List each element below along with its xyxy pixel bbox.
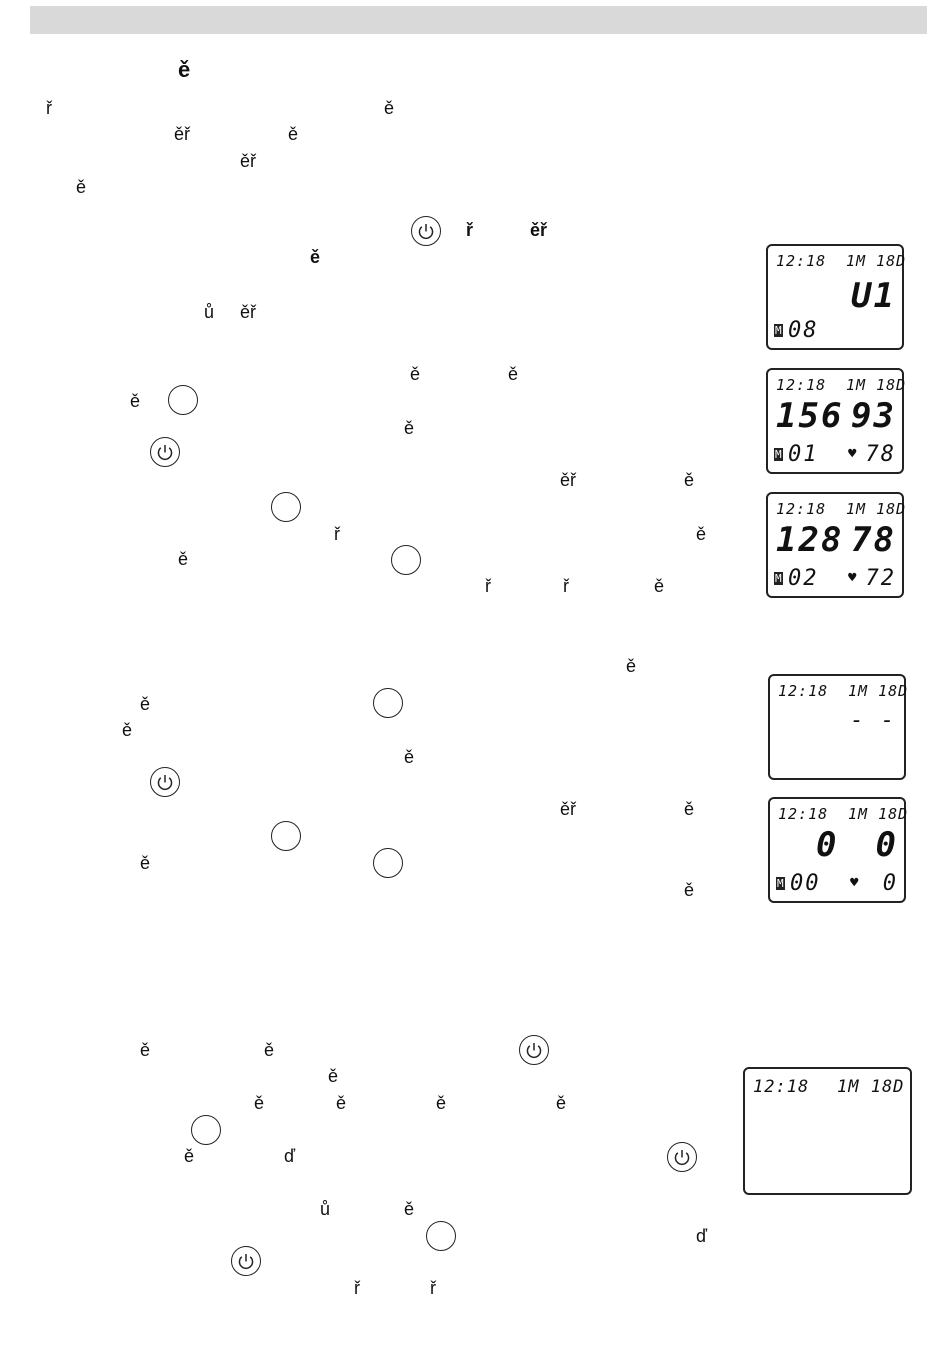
text-fragment: ě (130, 391, 141, 411)
lcd-pulse: 0 (882, 871, 898, 896)
text-fragment: ř (563, 576, 569, 596)
memory-icon: M (775, 324, 782, 337)
text-fragment: ě (684, 470, 695, 490)
text-fragment: ě (264, 1040, 275, 1060)
lcd-diastolic: 78 (851, 520, 896, 560)
round-button-symbol (271, 821, 301, 851)
text-fragment: ď (284, 1146, 296, 1166)
lcd-main-right: U1 (851, 276, 896, 316)
lcd-date: 1M 18D (846, 252, 907, 270)
lcd-display (768, 797, 909, 903)
lcd-time: 12:18 (776, 376, 827, 394)
lcd-date: 1M 18D (837, 1077, 905, 1097)
lcd-pulse: 78 (865, 442, 896, 467)
text-fragment: ěř (240, 151, 257, 171)
power-icon (668, 1143, 696, 1171)
text-fragment: ů (320, 1199, 331, 1219)
text-fragment: ě (696, 524, 707, 544)
lcd-pulse: 72 (865, 566, 896, 591)
text-fragment: ů (204, 302, 215, 322)
lcd-display (766, 244, 907, 350)
power-icon (412, 217, 440, 245)
text-fragment: ř (334, 524, 340, 544)
section-title: ě (178, 57, 191, 82)
lcd-date: 1M 18D (848, 805, 909, 823)
memory-icon: M (777, 877, 784, 890)
text-fragment: ě (140, 1040, 151, 1060)
text-fragment: ěř (560, 799, 577, 819)
text-fragment: ě (122, 720, 133, 740)
text-fragment: ě (184, 1146, 195, 1166)
text-fragment: ě (140, 694, 151, 714)
text-fragment: ě (684, 880, 695, 900)
text-fragment: ěř (240, 302, 257, 322)
round-button-symbol (373, 688, 403, 718)
lcd-memory: 01 (788, 442, 819, 467)
lcd-time: 12:18 (776, 252, 827, 270)
text-fragment: ěř (530, 220, 548, 240)
header-bar (30, 6, 927, 34)
power-button-symbol (519, 1035, 549, 1065)
text-fragment: ě (626, 656, 637, 676)
lcd-diastolic: 0 (875, 825, 898, 865)
memory-icon: M (775, 448, 782, 461)
text-fragment: ě (436, 1093, 447, 1113)
lcd-systolic: 128 (776, 520, 844, 560)
power-icon (151, 768, 179, 796)
round-button-symbol (271, 492, 301, 522)
round-button-symbol (373, 848, 403, 878)
power-icon (520, 1036, 548, 1064)
round-button-symbol (191, 1115, 221, 1145)
text-fragment: ě (654, 576, 665, 596)
lcd-systolic: 156 (776, 396, 844, 436)
text-fragment: ěř (560, 470, 577, 490)
text-fragment: ě (556, 1093, 567, 1113)
lcd-time: 12:18 (778, 682, 829, 700)
power-button-symbol (150, 767, 180, 797)
text-fragment: ě (288, 124, 299, 144)
memory-icon: M (775, 572, 782, 585)
text-fragment: ě (384, 98, 395, 118)
text-fragment: ě (404, 1199, 415, 1219)
round-button-symbol (168, 385, 198, 415)
text-fragment: ě (336, 1093, 347, 1113)
lcd-date: 1M 18D (846, 500, 907, 518)
text-fragment: ď (696, 1226, 708, 1246)
lcd-display (743, 1067, 912, 1195)
text-fragment: ě (404, 418, 415, 438)
power-button-symbol (667, 1142, 697, 1172)
lcd-time: 12:18 (753, 1077, 810, 1097)
lcd-memory: 02 (788, 566, 819, 591)
power-button-symbol (411, 216, 441, 246)
text-fragment: ěř (174, 124, 191, 144)
text-fragment: ě (410, 364, 421, 384)
text-fragment: ě (310, 247, 321, 267)
text-fragment: ě (404, 747, 415, 767)
lcd-display (766, 492, 907, 598)
power-button-symbol (231, 1246, 261, 1276)
text-fragment: ě (684, 799, 695, 819)
heart-icon: ♥ (848, 446, 857, 462)
text-fragment: ř (354, 1278, 360, 1298)
text-fragment: ě (254, 1093, 265, 1113)
power-button-symbol (150, 437, 180, 467)
lcd-diastolic: 93 (851, 396, 896, 436)
text-fragment: ě (178, 549, 189, 569)
lcd-memory: 08 (788, 318, 819, 343)
text-fragment: ř (430, 1278, 436, 1298)
power-icon (151, 438, 179, 466)
lcd-date: 1M 18D (846, 376, 907, 394)
lcd-main-right: - - (850, 708, 896, 733)
text-fragment: ř (485, 576, 491, 596)
round-button-symbol (426, 1221, 456, 1251)
text-fragment: ě (76, 177, 87, 197)
text-fragment: ř (46, 98, 52, 118)
heart-icon: ♥ (850, 875, 859, 891)
lcd-display (768, 674, 909, 780)
lcd-time: 12:18 (776, 500, 827, 518)
lcd-date: 1M 18D (848, 682, 909, 700)
power-icon (232, 1247, 260, 1275)
lcd-memory: 00 (790, 871, 821, 896)
text-fragment: ě (508, 364, 519, 384)
text-fragment: ř (466, 220, 474, 240)
lcd-time: 12:18 (778, 805, 829, 823)
lcd-display (766, 368, 907, 474)
text-fragment: ě (140, 853, 151, 873)
lcd-systolic: 0 (816, 825, 839, 865)
heart-icon: ♥ (848, 570, 857, 586)
round-button-symbol (391, 545, 421, 575)
text-fragment: ě (328, 1066, 339, 1086)
